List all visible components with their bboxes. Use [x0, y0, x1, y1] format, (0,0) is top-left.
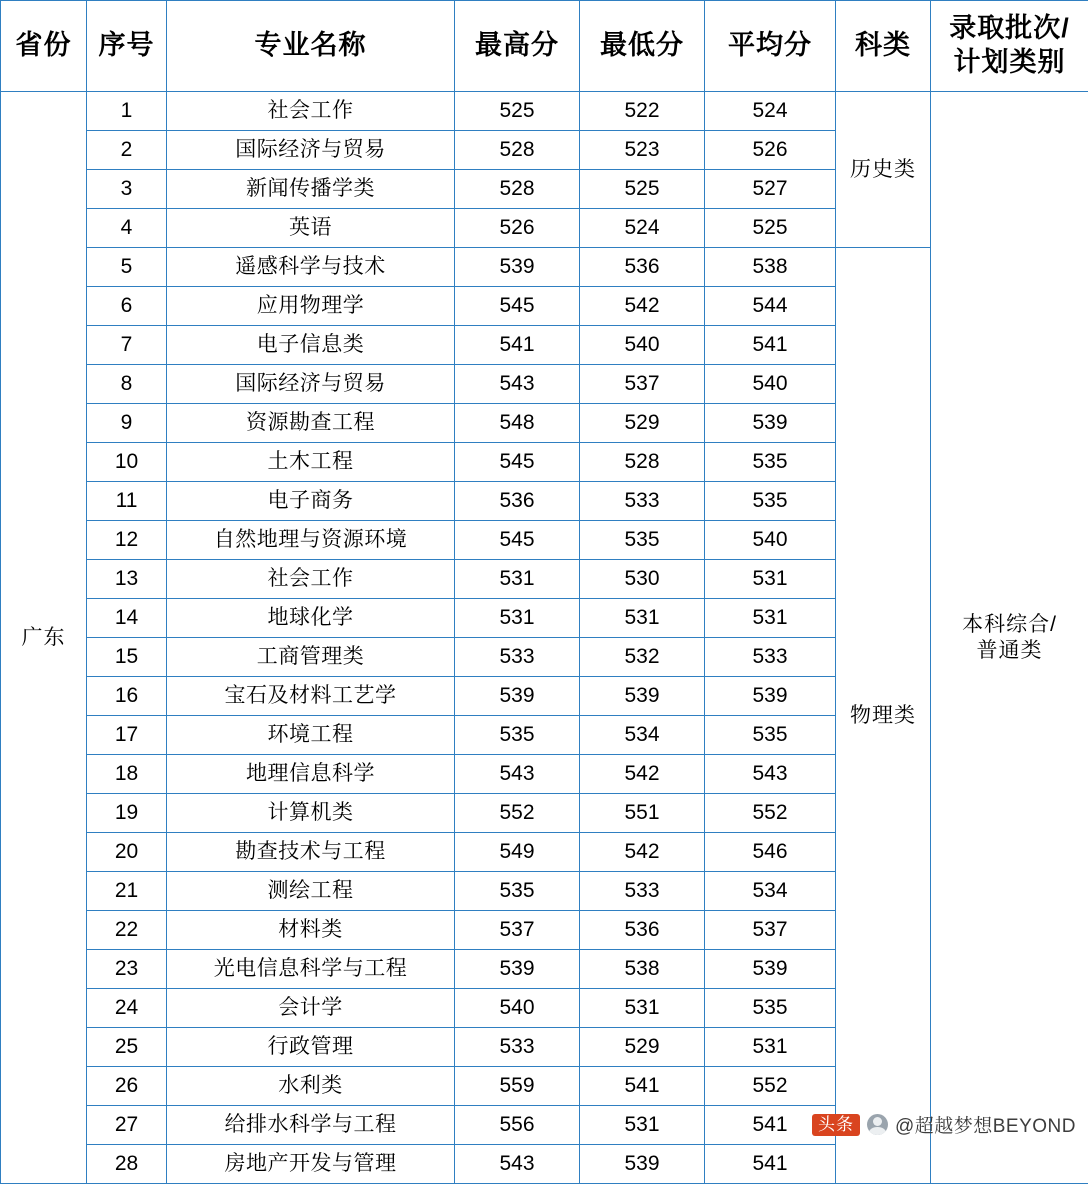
avg-score-cell: 533	[705, 638, 836, 677]
max-score-cell: 526	[455, 209, 580, 248]
max-score-cell: 543	[455, 755, 580, 794]
row-index-cell: 5	[87, 248, 167, 287]
major-name-cell: 应用物理学	[167, 287, 455, 326]
max-score-cell: 556	[455, 1106, 580, 1145]
major-name-cell: 自然地理与资源环境	[167, 521, 455, 560]
table-header-row	[1, 1, 1088, 92]
avg-score-cell: 524	[705, 92, 836, 131]
max-score-cell: 531	[455, 560, 580, 599]
row-index-cell: 15	[87, 638, 167, 677]
column-header-batch-line1: 录取批次/	[931, 12, 1088, 46]
max-score-cell: 528	[455, 170, 580, 209]
row-index-cell: 11	[87, 482, 167, 521]
avg-score-cell: 531	[705, 1028, 836, 1067]
max-score-cell: 552	[455, 794, 580, 833]
min-score-cell: 542	[580, 755, 705, 794]
column-header-min-score: 最低分	[580, 1, 705, 92]
major-name-cell: 社会工作	[167, 560, 455, 599]
row-index-cell: 2	[87, 131, 167, 170]
province-cell: 广东	[1, 92, 87, 1184]
max-score-cell: 541	[455, 326, 580, 365]
min-score-cell: 539	[580, 1145, 705, 1184]
min-score-cell: 524	[580, 209, 705, 248]
row-index-cell: 22	[87, 911, 167, 950]
min-score-cell: 538	[580, 950, 705, 989]
major-name-cell: 国际经济与贸易	[167, 365, 455, 404]
avg-score-cell: 540	[705, 521, 836, 560]
max-score-cell: 543	[455, 1145, 580, 1184]
column-header-index: 序号	[87, 1, 167, 92]
min-score-cell: 542	[580, 287, 705, 326]
table-row	[1, 92, 1088, 131]
major-name-cell: 宝石及材料工艺学	[167, 677, 455, 716]
min-score-cell: 539	[580, 677, 705, 716]
column-header-avg-score: 平均分	[705, 1, 836, 92]
avg-score-cell: 552	[705, 1067, 836, 1106]
toutiao-badge: 头条	[812, 1114, 860, 1136]
min-score-cell: 528	[580, 443, 705, 482]
row-index-cell: 20	[87, 833, 167, 872]
subject-type-cell: 历史类	[836, 92, 931, 248]
watermark-author: @超越梦想BEYOND	[895, 1111, 1076, 1138]
avg-score-cell: 535	[705, 716, 836, 755]
max-score-cell: 533	[455, 638, 580, 677]
row-index-cell: 25	[87, 1028, 167, 1067]
row-index-cell: 26	[87, 1067, 167, 1106]
major-name-cell: 测绘工程	[167, 872, 455, 911]
row-index-cell: 1	[87, 92, 167, 131]
major-name-cell: 电子信息类	[167, 326, 455, 365]
major-name-cell: 地球化学	[167, 599, 455, 638]
avg-score-cell: 535	[705, 443, 836, 482]
avg-score-cell: 534	[705, 872, 836, 911]
min-score-cell: 529	[580, 404, 705, 443]
min-score-cell: 522	[580, 92, 705, 131]
max-score-cell: 531	[455, 599, 580, 638]
min-score-cell: 523	[580, 131, 705, 170]
avg-score-cell: 541	[705, 1106, 836, 1145]
batch-cell	[931, 92, 1088, 1184]
min-score-cell: 531	[580, 599, 705, 638]
row-index-cell: 24	[87, 989, 167, 1028]
avg-score-cell: 544	[705, 287, 836, 326]
min-score-cell: 532	[580, 638, 705, 677]
min-score-cell: 536	[580, 911, 705, 950]
row-index-cell: 13	[87, 560, 167, 599]
max-score-cell: 528	[455, 131, 580, 170]
max-score-cell: 539	[455, 248, 580, 287]
avg-score-cell: 535	[705, 482, 836, 521]
row-index-cell: 8	[87, 365, 167, 404]
column-header-subject-type: 科类	[836, 1, 931, 92]
major-name-cell: 国际经济与贸易	[167, 131, 455, 170]
min-score-cell: 529	[580, 1028, 705, 1067]
major-name-cell: 英语	[167, 209, 455, 248]
batch-line1: 本科综合/	[931, 612, 1088, 637]
avg-score-cell: 525	[705, 209, 836, 248]
avg-score-cell: 531	[705, 599, 836, 638]
row-index-cell: 21	[87, 872, 167, 911]
major-name-cell: 资源勘查工程	[167, 404, 455, 443]
max-score-cell: 533	[455, 1028, 580, 1067]
max-score-cell: 559	[455, 1067, 580, 1106]
avg-score-cell: 537	[705, 911, 836, 950]
max-score-cell: 535	[455, 716, 580, 755]
column-header-batch	[931, 1, 1088, 92]
avg-score-cell: 539	[705, 677, 836, 716]
min-score-cell: 540	[580, 326, 705, 365]
subject-type-cell: 物理类	[836, 248, 931, 1184]
table-body	[1, 92, 1088, 1184]
major-name-cell: 电子商务	[167, 482, 455, 521]
avg-score-cell: 538	[705, 248, 836, 287]
min-score-cell: 536	[580, 248, 705, 287]
row-index-cell: 16	[87, 677, 167, 716]
major-name-cell: 行政管理	[167, 1028, 455, 1067]
row-index-cell: 9	[87, 404, 167, 443]
major-name-cell: 水利类	[167, 1067, 455, 1106]
row-index-cell: 17	[87, 716, 167, 755]
column-header-batch-line2: 计划类别	[931, 46, 1088, 80]
row-index-cell: 10	[87, 443, 167, 482]
avg-score-cell: 539	[705, 950, 836, 989]
major-name-cell: 会计学	[167, 989, 455, 1028]
avg-score-cell: 552	[705, 794, 836, 833]
min-score-cell: 535	[580, 521, 705, 560]
major-name-cell: 土木工程	[167, 443, 455, 482]
max-score-cell: 549	[455, 833, 580, 872]
major-name-cell: 材料类	[167, 911, 455, 950]
avg-score-cell: 540	[705, 365, 836, 404]
major-name-cell: 新闻传播学类	[167, 170, 455, 209]
min-score-cell: 533	[580, 872, 705, 911]
major-name-cell: 地理信息科学	[167, 755, 455, 794]
max-score-cell: 545	[455, 521, 580, 560]
row-index-cell: 19	[87, 794, 167, 833]
table-row	[1, 248, 1088, 287]
min-score-cell: 534	[580, 716, 705, 755]
avg-score-cell: 527	[705, 170, 836, 209]
major-name-cell: 光电信息科学与工程	[167, 950, 455, 989]
min-score-cell: 530	[580, 560, 705, 599]
min-score-cell: 531	[580, 1106, 705, 1145]
avg-score-cell: 546	[705, 833, 836, 872]
column-header-major: 专业名称	[167, 1, 455, 92]
column-header-max-score: 最高分	[455, 1, 580, 92]
row-index-cell: 4	[87, 209, 167, 248]
major-name-cell: 遥感科学与技术	[167, 248, 455, 287]
max-score-cell: 545	[455, 443, 580, 482]
column-header-province: 省份	[1, 1, 87, 92]
max-score-cell: 543	[455, 365, 580, 404]
avg-score-cell: 543	[705, 755, 836, 794]
avg-score-cell: 531	[705, 560, 836, 599]
major-name-cell: 勘查技术与工程	[167, 833, 455, 872]
min-score-cell: 533	[580, 482, 705, 521]
row-index-cell: 18	[87, 755, 167, 794]
max-score-cell: 535	[455, 872, 580, 911]
min-score-cell: 537	[580, 365, 705, 404]
table-header	[1, 1, 1088, 92]
min-score-cell: 541	[580, 1067, 705, 1106]
row-index-cell: 23	[87, 950, 167, 989]
max-score-cell: 536	[455, 482, 580, 521]
max-score-cell: 545	[455, 287, 580, 326]
avg-score-cell: 526	[705, 131, 836, 170]
row-index-cell: 3	[87, 170, 167, 209]
major-name-cell: 给排水科学与工程	[167, 1106, 455, 1145]
avg-score-cell: 541	[705, 1145, 836, 1184]
max-score-cell: 537	[455, 911, 580, 950]
avg-score-cell: 539	[705, 404, 836, 443]
major-name-cell: 社会工作	[167, 92, 455, 131]
row-index-cell: 14	[87, 599, 167, 638]
major-name-cell: 工商管理类	[167, 638, 455, 677]
row-index-cell: 12	[87, 521, 167, 560]
row-index-cell: 27	[87, 1106, 167, 1145]
batch-line2: 普通类	[931, 638, 1088, 663]
max-score-cell: 525	[455, 92, 580, 131]
major-name-cell: 计算机类	[167, 794, 455, 833]
major-name-cell: 房地产开发与管理	[167, 1145, 455, 1184]
min-score-cell: 531	[580, 989, 705, 1028]
min-score-cell: 525	[580, 170, 705, 209]
avg-score-cell: 535	[705, 989, 836, 1028]
max-score-cell: 539	[455, 677, 580, 716]
max-score-cell: 539	[455, 950, 580, 989]
max-score-cell: 548	[455, 404, 580, 443]
min-score-cell: 551	[580, 794, 705, 833]
avg-score-cell: 541	[705, 326, 836, 365]
row-index-cell: 7	[87, 326, 167, 365]
major-name-cell: 环境工程	[167, 716, 455, 755]
min-score-cell: 542	[580, 833, 705, 872]
row-index-cell: 28	[87, 1145, 167, 1184]
row-index-cell: 6	[87, 287, 167, 326]
max-score-cell: 540	[455, 989, 580, 1028]
